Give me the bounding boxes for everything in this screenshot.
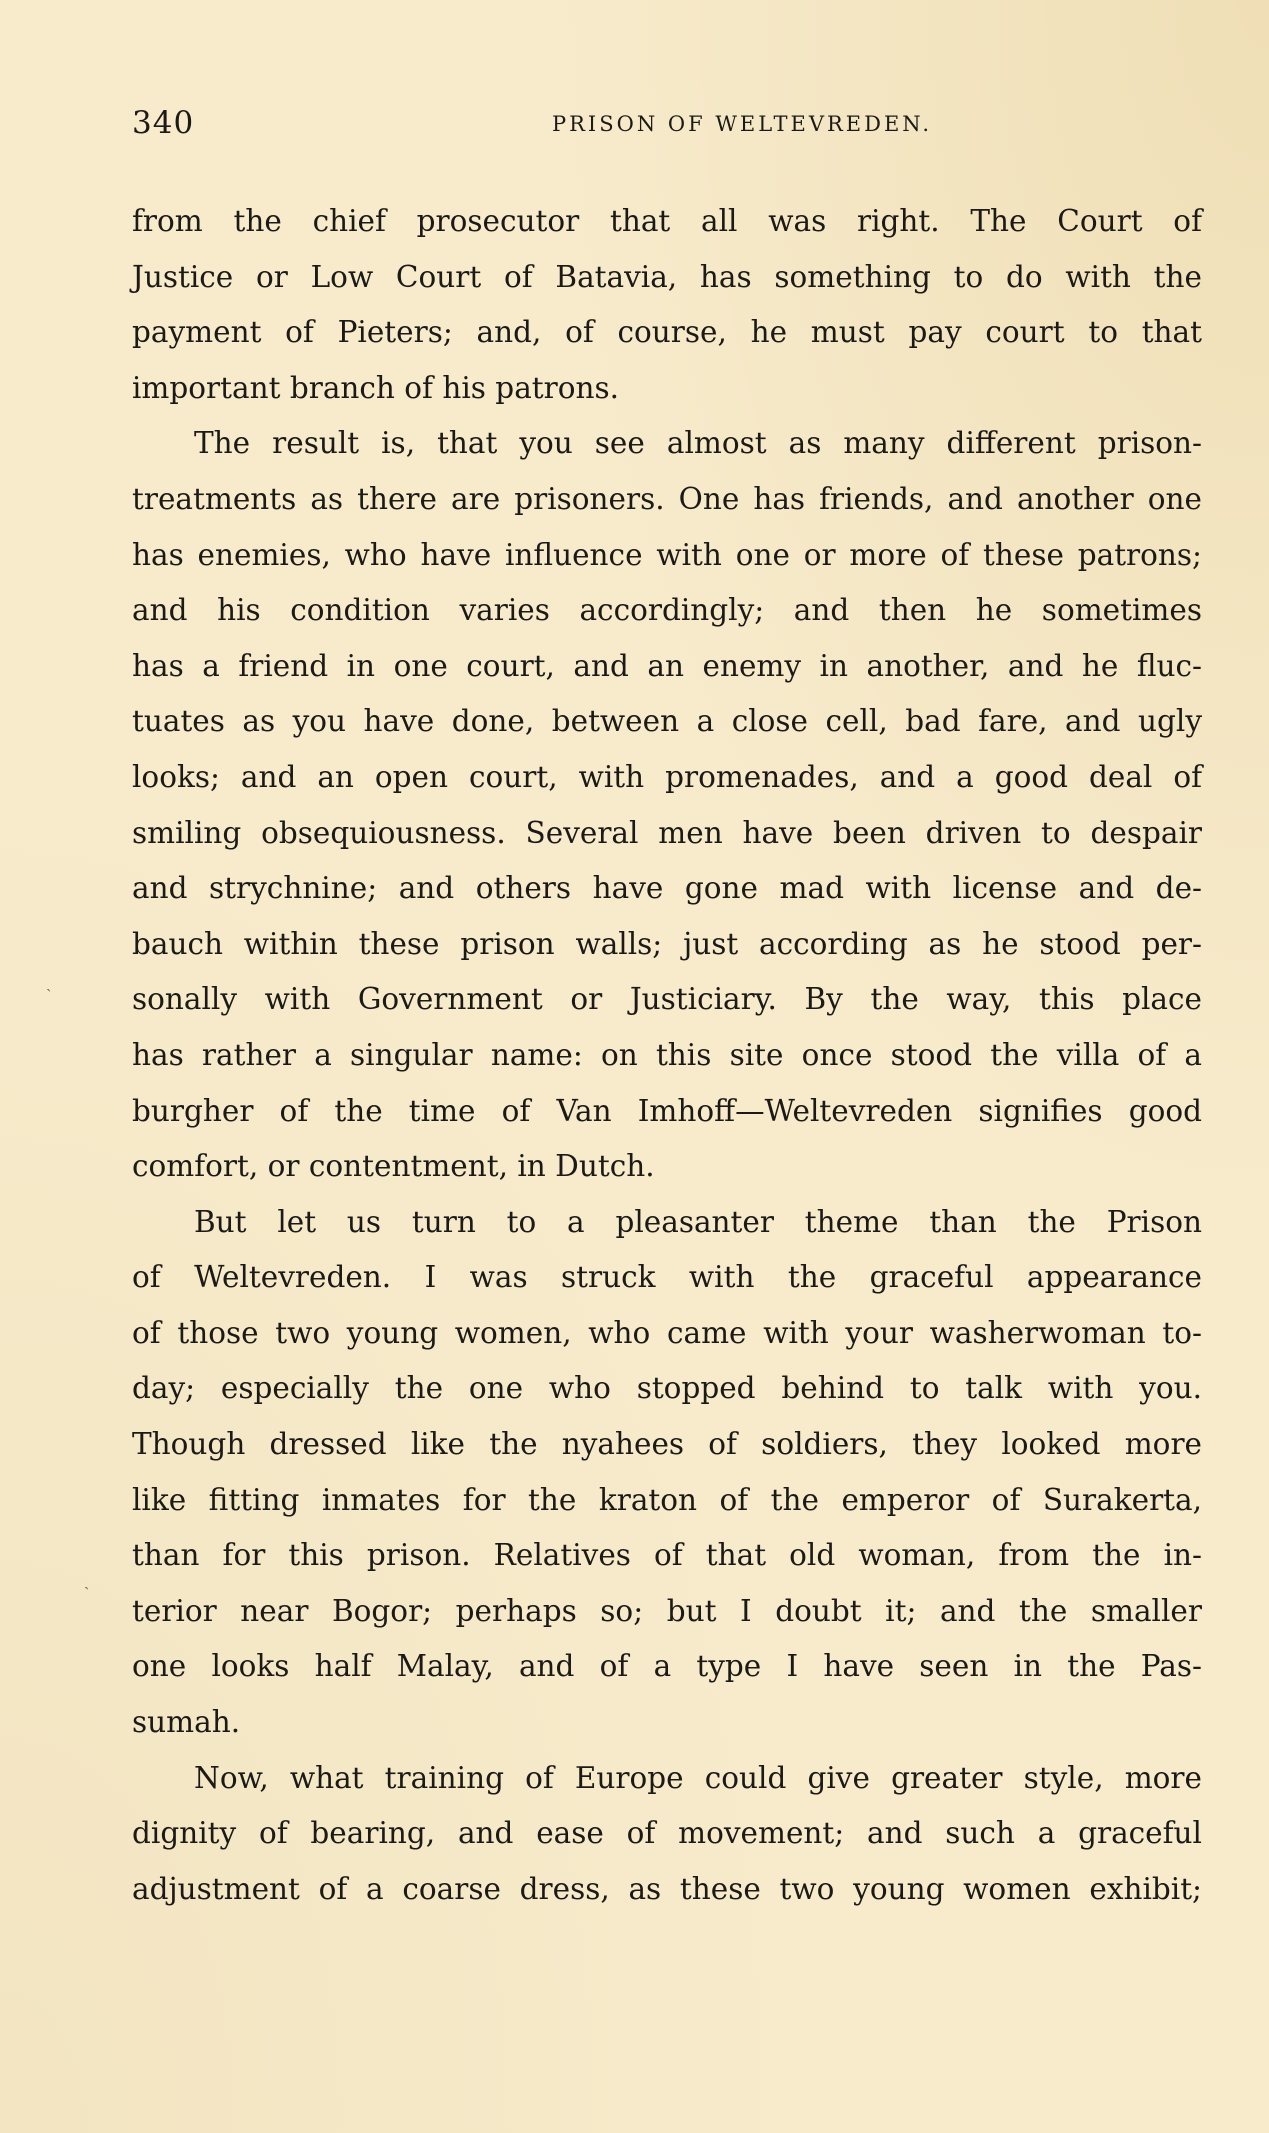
text-line: has rather a singular name: on this site once stood the villa of a bbox=[132, 1037, 1202, 1072]
text-line: day; especially the one who stopped behind to talk with you. bbox=[132, 1371, 1202, 1406]
text-line: and strychnine; and others have gone mad with license and de- bbox=[132, 871, 1202, 906]
text-line: Now, what training of Europe could give greater style, more bbox=[194, 1760, 1202, 1795]
text-line: tuates as you have done, between a close cell, bad fare, and ugly bbox=[132, 704, 1202, 739]
text-line: treatments as there are prisoners. One has friends, and another one bbox=[132, 481, 1202, 516]
body-text bbox=[132, 194, 1202, 1917]
margin-mark: ˎ bbox=[84, 1571, 90, 1590]
text-line: adjustment of a coarse dress, as these two young women exhibit; bbox=[132, 1871, 1202, 1906]
text-line: has enemies, who have influence with one or more of these patrons; bbox=[132, 537, 1202, 572]
text-line: payment of Pieters; and, of course, he must pay court to that bbox=[132, 315, 1202, 350]
margin-mark: ˎ bbox=[46, 973, 52, 992]
text-line: and his condition varies accordingly; and then he sometimes bbox=[132, 593, 1202, 628]
running-head-title: PRISON OF WELTEVREDEN. bbox=[551, 112, 932, 136]
text-line: burgher of the time of Van Imhoff—Weltevreden signifies good bbox=[132, 1093, 1202, 1128]
text-line: The result is, that you see almost as many different prison- bbox=[194, 426, 1202, 461]
text-line: But let us turn to a pleasanter theme than the Prison bbox=[194, 1204, 1202, 1239]
text-line: important branch of his patrons. bbox=[132, 370, 620, 405]
running-head bbox=[132, 103, 1220, 143]
text-line: like fitting inmates for the kraton of the emperor of Surakerta, bbox=[132, 1482, 1202, 1517]
text-line: Justice or Low Court of Batavia, has something to do with the bbox=[132, 259, 1202, 294]
text-line: has a friend in one court, and an enemy in another, and he fluc- bbox=[132, 648, 1202, 683]
page-number: 340 bbox=[132, 105, 195, 141]
text-line: sumah. bbox=[132, 1705, 241, 1740]
text-line: from the chief prosecutor that all was right. The Court of bbox=[132, 204, 1202, 238]
text-line: looks; and an open court, with promenades, and a good deal of bbox=[132, 759, 1202, 794]
text-line: bauch within these prison walls; just according as he stood per- bbox=[132, 926, 1202, 961]
text-line: of Weltevreden. I was struck with the graceful appearance bbox=[132, 1260, 1202, 1295]
text-line: than for this prison. Relatives of that old woman, from the in- bbox=[132, 1538, 1202, 1573]
text-line: dignity of bearing, and ease of movement; and such a graceful bbox=[132, 1816, 1202, 1851]
text-line: smiling obsequiousness. Several men have been driven to despair bbox=[132, 815, 1202, 850]
text-line: Though dressed like the nyahees of soldiers, they looked more bbox=[132, 1427, 1202, 1462]
text-line: sonally with Government or Justiciary. By the way, this place bbox=[132, 982, 1202, 1017]
text-line: one looks half Malay, and of a type I have seen in the Pas- bbox=[132, 1649, 1202, 1684]
text-line: of those two young women, who came with your washerwoman to- bbox=[132, 1315, 1202, 1350]
text-line: comfort, or contentment, in Dutch. bbox=[132, 1149, 655, 1184]
text-line: terior near Bogor; perhaps so; but I doubt it; and the smaller bbox=[132, 1593, 1202, 1628]
